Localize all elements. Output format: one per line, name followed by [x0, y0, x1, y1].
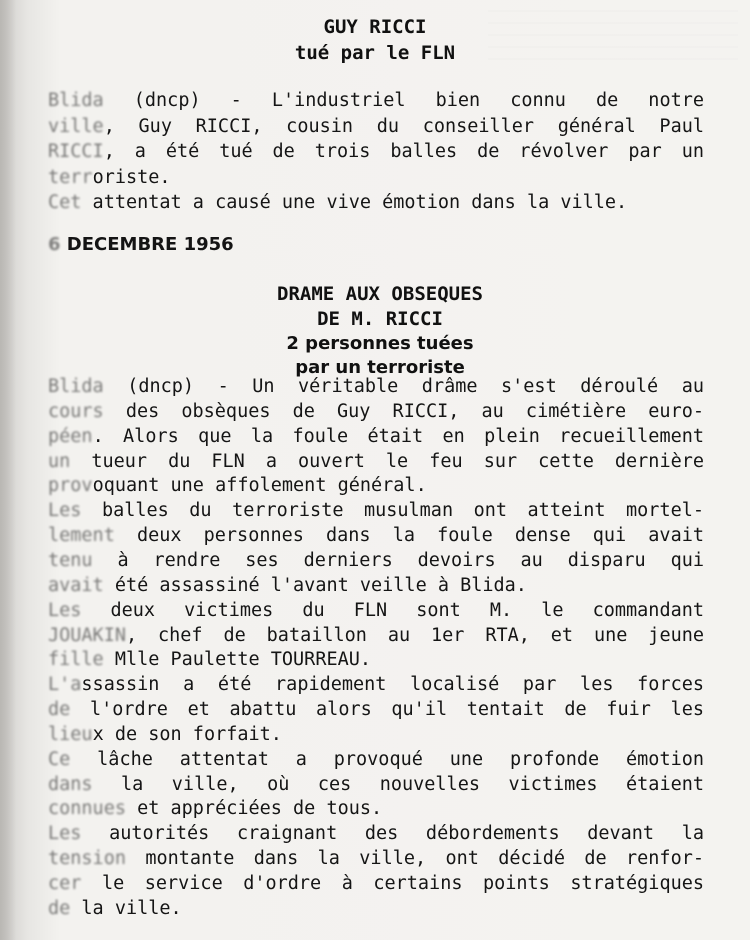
line-text: (dncp) - L'industriel bien connu de notre [103, 90, 704, 111]
text-line [48, 722, 704, 747]
line-text: à rendre ses derniers devoirs au disparu qui [92, 549, 704, 571]
line-text: montante dans la ville, ont décidé de renfor- [125, 848, 704, 870]
text-line [48, 623, 704, 648]
text-line [48, 772, 704, 797]
dateline-day: 6 [48, 234, 61, 255]
line-text: x de son forfait. [92, 723, 282, 745]
line-text: et appréciées de tous. [125, 798, 383, 820]
text-line [48, 399, 704, 424]
article2-subtitle-line2: par un terroriste [295, 357, 465, 378]
text-line [48, 672, 704, 697]
faded-line-start: L'a [48, 674, 82, 696]
faded-line-start: terr [48, 166, 93, 188]
text-line [48, 796, 704, 821]
text-line [48, 598, 704, 623]
line-text: Mlle Paulette TOURREAU. [103, 649, 372, 671]
faded-line-start: RICCI [48, 141, 104, 163]
faded-line-start: Blida [48, 376, 104, 397]
text-line [48, 821, 704, 846]
dateline [48, 234, 234, 255]
line-text: la ville, où ces nouvelles victimes étaient [92, 773, 704, 795]
article1-subtitle: tué par le FLN [294, 42, 456, 64]
line-text: la ville. [70, 897, 182, 919]
line-text: oriste. [92, 166, 171, 188]
bleed-through-texture [488, 0, 738, 60]
text-line [48, 190, 704, 215]
text-line [48, 473, 704, 498]
faded-line-start: dans [48, 773, 93, 795]
text-line [48, 747, 704, 772]
line-text: des obsèques de Guy RICCI, au cimétière euro- [103, 400, 704, 422]
text-line [48, 498, 704, 523]
article2-title-line1: DRAME AUX OBSEQUES [277, 283, 483, 305]
faded-line-start: Les [48, 599, 82, 621]
text-line [48, 573, 704, 598]
text-line [48, 88, 704, 113]
faded-line-start: avait [48, 574, 104, 596]
text-line [48, 374, 704, 399]
faded-line-start: tenu [48, 549, 93, 571]
faded-line-start: de [48, 897, 71, 919]
line-text: ssassin a été rapidement localisé par les forces [81, 674, 704, 696]
text-line [48, 114, 704, 139]
text-line [48, 871, 704, 896]
faded-line-start: prov [48, 475, 93, 497]
faded-line-start: Les [48, 823, 82, 845]
text-line [48, 548, 704, 573]
text-line [48, 449, 704, 474]
text-line [48, 647, 704, 672]
line-text: lâche attentat a provoqué une profonde émotion [70, 748, 704, 770]
line-text: oquant une affolement général. [92, 475, 427, 497]
line-text: , a été tué de trois balles de révolver par un [103, 141, 704, 163]
line-text: tueur du FLN a ouvert le feu sur cette dernière [70, 450, 704, 472]
faded-line-start: cours [48, 400, 104, 422]
faded-line-start: JOUAKIN [48, 624, 126, 646]
faded-line-start: connues [48, 798, 126, 820]
text-line [48, 165, 704, 190]
line-text: été assassiné l'avant veille à Blida. [103, 574, 527, 596]
line-text: le service d'ordre à certains points stratégiques [81, 873, 704, 894]
article1-title: GUY RICCI [323, 16, 427, 38]
faded-line-start: Les [48, 500, 82, 522]
line-text: , chef de bataillon au 1er RTA, et une jeune [125, 624, 704, 646]
line-text: balles du terroriste musulman ont atteint mortel- [81, 500, 704, 522]
text-line [48, 139, 704, 164]
faded-line-start: lieu [48, 723, 93, 745]
faded-line-start: ville [48, 115, 104, 137]
faded-line-start: de [48, 699, 71, 721]
text-line [48, 424, 704, 449]
faded-line-start: cer [48, 873, 82, 894]
line-text: , Guy RICCI, cousin du conseiller général Paul [103, 115, 704, 137]
article2-subtitle-line1: 2 personnes tuées [286, 333, 474, 354]
line-text: deux personnes dans la foule dense qui avait [114, 525, 704, 547]
faded-line-start: un [48, 450, 71, 472]
line-text: (dncp) - Un véritable drâme s'est déroulé au [103, 376, 704, 397]
faded-line-start: tension [48, 848, 126, 870]
binding-shadow [0, 0, 16, 940]
text-line [48, 896, 704, 921]
article2-title-line2: DE M. RICCI [317, 308, 443, 330]
text-line [48, 846, 704, 871]
line-text: l'ordre et abattu alors qu'il tentait de fuir les [70, 699, 704, 721]
faded-line-start: lement [48, 525, 115, 547]
line-text: deux victimes du FLN sont M. le commandant [81, 599, 704, 621]
text-line [48, 697, 704, 722]
line-text: attentat a causé une vive émotion dans la ville. [81, 192, 628, 214]
faded-line-start: péen [48, 425, 93, 447]
line-text: autorités craignant des débordements devant la [81, 823, 704, 845]
faded-line-start: Blida [48, 90, 104, 111]
faded-line-start: fille [48, 649, 104, 671]
line-text: . Alors que la foule était en plein recueillement [92, 425, 704, 447]
text-line [48, 523, 704, 548]
faded-line-start: Cet [48, 192, 82, 214]
dateline-text: DECEMBRE 1956 [60, 234, 234, 255]
faded-line-start: Ce [48, 748, 71, 770]
